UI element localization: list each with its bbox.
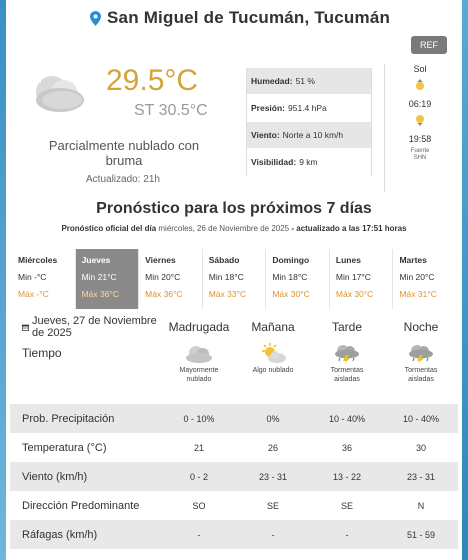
temperature-row (10, 433, 458, 462)
day-max: Máx 31°C (399, 289, 437, 299)
stat-wind (247, 122, 371, 149)
row-value: SE (266, 500, 279, 511)
page-edge-right (462, 0, 468, 560)
tiempo-label: Tiempo (22, 346, 62, 360)
sunset-time: 19:58 (408, 134, 432, 144)
day-name: Jueves (81, 255, 111, 265)
day-min: Min 20°C (145, 272, 181, 282)
row-value: - (197, 529, 201, 540)
storm-icon (332, 342, 362, 364)
sun-panel (390, 64, 450, 162)
stat-label: Visibilidad: (251, 157, 297, 167)
row-value: 0% (266, 413, 280, 424)
day-min: Min 17°C (335, 272, 371, 282)
row-label: Temperatura (°C) (22, 441, 107, 454)
row-value: 51 - 59 (406, 529, 436, 540)
cloudy-haze-icon (28, 70, 86, 114)
day-max: Máx 30°C (335, 289, 374, 299)
tiempo-cell (162, 338, 236, 384)
sun-source (390, 148, 450, 162)
forecast-title: Pronóstico para los próximos 7 días (96, 200, 372, 217)
period-manana: Mañana (251, 320, 295, 334)
row-value: 0 - 2 (189, 471, 208, 482)
ref-button[interactable]: REF (411, 36, 447, 54)
tiempo-text: nublado (186, 376, 212, 383)
forecast-subtitle (10, 224, 458, 233)
row-value: SO (192, 500, 206, 511)
forecast-subtitle-prefix: Pronóstico oficial del día (61, 224, 157, 233)
day-name: Martes (399, 255, 427, 265)
row-label: Dirección Predominante (22, 499, 140, 512)
row-value: 10 - 40% (402, 413, 440, 424)
tiempo-cell (384, 338, 458, 384)
row-label: Ráfagas (km/h) (22, 528, 98, 541)
row-value: 10 - 40% (328, 413, 366, 424)
day-min: Min 18°C (208, 272, 244, 282)
day-max: Máx 36°C (145, 289, 183, 299)
row-value: 13 - 22 (332, 471, 362, 482)
sunset-icon (413, 113, 427, 127)
row-value: N (417, 500, 425, 511)
period-noche: Noche (403, 320, 439, 334)
day-name: Viernes (145, 255, 176, 265)
day-max: Máx -°C (18, 289, 49, 299)
day-max: Máx 36°C (81, 289, 119, 299)
stat-label: Presión: (251, 103, 286, 113)
tiempo-row (10, 338, 458, 404)
direction-row (10, 491, 458, 520)
detail-date (10, 315, 162, 339)
stat-label: Viento: (251, 130, 280, 140)
row-value: 21 (193, 442, 204, 453)
tiempo-text: Tormentas (330, 367, 364, 374)
day-min: Min 21°C (81, 272, 117, 282)
row-label: Viento (km/h) (22, 470, 88, 483)
divider (384, 64, 385, 192)
forecast-subtitle-date: miércoles, 26 de Noviembre de 2025 (158, 224, 290, 233)
wind-row (10, 462, 458, 491)
day-name: Miércoles (18, 255, 58, 265)
day-tab-sabado[interactable] (203, 249, 267, 309)
day-tab-martes[interactable] (393, 249, 456, 309)
page-edge-left (0, 0, 6, 560)
stat-value: 951.4 hPa (288, 103, 327, 113)
stat-value: 9 km (299, 157, 318, 167)
row-value: 36 (341, 442, 352, 453)
stat-visibility (247, 149, 371, 176)
day-max: Máx 30°C (272, 289, 310, 299)
period-madrugada: Madrugada (168, 320, 230, 334)
row-value: - (271, 529, 275, 540)
detail-header-row (10, 316, 458, 338)
location-header (10, 0, 458, 36)
day-tab-domingo[interactable] (266, 249, 330, 309)
forecast-days (12, 249, 456, 309)
row-value: 30 (415, 442, 426, 453)
day-tab-miercoles[interactable] (12, 249, 76, 309)
row-value: 23 - 31 (406, 471, 436, 482)
current-temperature: 29.5°C (106, 64, 199, 97)
storm-icon (406, 342, 436, 364)
weather-page (10, 0, 458, 560)
row-value: - (345, 529, 349, 540)
gusts-row (10, 520, 458, 549)
row-value: 0 - 10% (183, 413, 215, 424)
day-name: Domingo (272, 255, 310, 265)
calendar-icon (22, 323, 29, 332)
sunrise-icon (413, 78, 427, 92)
day-min: Min -°C (18, 272, 47, 282)
tiempo-text: aisladas (334, 376, 360, 383)
row-value: SE (340, 500, 353, 511)
day-max: Máx 33°C (208, 289, 247, 299)
row-label: Prob. Precipitación (22, 412, 115, 425)
feels-like-temperature: ST 30.5°C (134, 102, 208, 119)
stat-value: 51 % (295, 76, 315, 86)
day-tab-viernes[interactable] (139, 249, 203, 309)
period-tarde: Tarde (331, 320, 363, 334)
day-tab-lunes[interactable] (330, 249, 394, 309)
forecast-subtitle-time: 17:51 horas (362, 224, 407, 233)
sunrise-time: 06:19 (408, 99, 432, 109)
precip-row (10, 404, 458, 433)
row-value: 23 - 31 (258, 471, 288, 482)
detail-table (10, 316, 458, 549)
tiempo-cell (310, 338, 384, 384)
partly-cloudy-icon (258, 342, 288, 364)
updated-time: Actualizado: 21h (86, 174, 160, 185)
tiempo-text: Mayormente (179, 367, 219, 374)
tiempo-text: Tormentas (404, 367, 438, 374)
current-condition: Parcialmente nublado con bruma (48, 138, 200, 168)
stat-value: Norte a 10 km/h (282, 130, 344, 140)
day-tab-jueves[interactable] (76, 249, 140, 309)
day-name: Lunes (335, 255, 361, 265)
location-name: San Miguel de Tucumán, Tucumán (107, 8, 391, 27)
cloudy-icon (184, 342, 214, 364)
day-min: Min 20°C (399, 272, 435, 282)
day-name: Sábado (208, 255, 240, 265)
day-min: Min 18°C (272, 272, 308, 282)
tiempo-cell (236, 338, 310, 375)
forecast-subtitle-mid: - actualizado a las (291, 224, 360, 233)
sun-source-line: Fuente (410, 148, 430, 154)
stat-pressure (247, 95, 371, 122)
sun-title: Sol (413, 64, 427, 74)
sun-source-line: SHN (413, 155, 427, 161)
current-conditions (10, 64, 458, 192)
detail-date-text: Jueves, 27 de Noviembre de 2025 (31, 315, 157, 339)
location-pin-icon (90, 11, 101, 26)
tiempo-text: Algo nublado (252, 367, 294, 374)
current-stats (246, 68, 372, 176)
tiempo-text: aisladas (408, 376, 434, 383)
row-value: 26 (267, 442, 278, 453)
stat-label: Humedad: (251, 76, 293, 86)
stat-humidity (247, 68, 371, 95)
